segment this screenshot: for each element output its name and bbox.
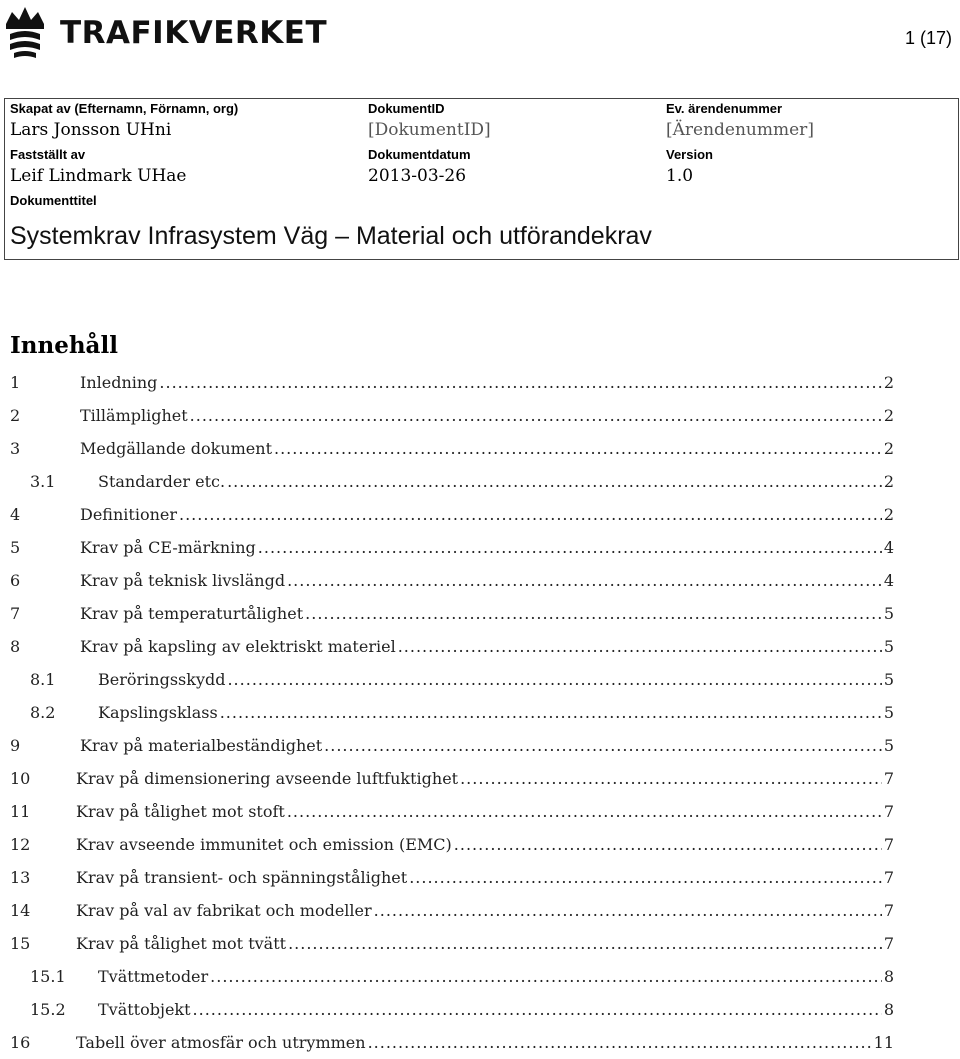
- toc-leader-dots: [460, 769, 882, 788]
- toc-entry-page: 8: [883, 967, 894, 986]
- toc-entry-page: 5: [883, 736, 894, 755]
- toc-entry-number: 3: [10, 439, 21, 458]
- toc-entry-number: 8: [10, 637, 21, 656]
- toc-leader-dots: [398, 637, 882, 656]
- toc-entry-number: 1: [10, 373, 21, 392]
- toc-entry-page: 11: [873, 1033, 894, 1052]
- toc-leader-dots: [193, 1000, 882, 1019]
- toc-entry-number: 4: [10, 505, 21, 524]
- toc-entry-title: Krav på temperaturtålighet: [80, 604, 304, 623]
- toc-entry-number: 8.2: [30, 703, 56, 722]
- toc-entry-title: Krav avseende immunitet och emission (EMC): [76, 835, 452, 854]
- toc-entry[interactable]: [10, 399, 894, 432]
- doc-id-cell: [368, 101, 491, 141]
- toc-heading: Innehåll: [10, 332, 118, 359]
- doc-id-label: DokumentID: [368, 101, 445, 116]
- doc-id-value: [DokumentID]: [368, 120, 491, 140]
- case-value: [Ärendenummer]: [666, 120, 814, 140]
- toc-entry-number: 15.1: [30, 967, 66, 986]
- toc-entry-page: 8: [883, 1000, 894, 1019]
- toc-entry[interactable]: [10, 366, 894, 399]
- toc-entry-title: Krav på materialbeständighet: [80, 736, 323, 755]
- toc-entry-number: 2: [10, 406, 21, 425]
- toc-leader-dots: [190, 406, 882, 425]
- toc-entry[interactable]: [10, 432, 894, 465]
- toc-entry-page: 5: [883, 604, 894, 623]
- toc-leader-dots: [374, 901, 882, 920]
- toc-entry-title: Krav på tålighet mot stoft: [76, 802, 285, 821]
- toc-entry[interactable]: [10, 927, 894, 960]
- date-value: 2013-03-26: [368, 166, 467, 186]
- toc-entry-title: Krav på kapsling av elektriskt materiel: [80, 637, 396, 656]
- toc-entry-title: Tabell över atmosfär och utrymmen: [76, 1033, 366, 1052]
- toc-entry-number: 13: [10, 868, 31, 887]
- toc-leader-dots: [220, 703, 882, 722]
- toc-entry[interactable]: [10, 465, 894, 498]
- toc-entry[interactable]: [10, 597, 894, 630]
- toc-entry-number: 11: [10, 802, 31, 821]
- created-by-label: Skapat av (Efternamn, Förnamn, org): [10, 101, 239, 116]
- toc-entry-number: 12: [10, 835, 31, 854]
- approved-by-cell: [10, 147, 186, 187]
- toc-entry-title: Beröringsskydd: [98, 670, 226, 689]
- toc-leader-dots: [210, 967, 882, 986]
- table-of-contents: [10, 366, 894, 1059]
- version-label: Version: [666, 147, 713, 162]
- toc-entry-number: 15: [10, 934, 31, 953]
- toc-entry-title: Krav på val av fabrikat och modeller: [76, 901, 372, 920]
- toc-entry[interactable]: [10, 894, 894, 927]
- toc-entry-number: 16: [10, 1033, 31, 1052]
- toc-entry[interactable]: [10, 531, 894, 564]
- toc-entry-page: 2: [883, 439, 894, 458]
- toc-leader-dots: [305, 604, 882, 623]
- toc-leader-dots: [287, 571, 882, 590]
- approved-by-label: Fastställt av: [10, 147, 86, 162]
- toc-leader-dots: [409, 868, 882, 887]
- toc-entry-number: 14: [10, 901, 31, 920]
- toc-entry-number: 5: [10, 538, 21, 557]
- page-number: 1 (17): [904, 28, 952, 48]
- toc-entry-page: 7: [883, 934, 894, 953]
- created-by-cell: [10, 101, 238, 141]
- toc-entry[interactable]: [10, 795, 894, 828]
- toc-entry-page: 2: [883, 505, 894, 524]
- toc-entry-title: Krav på dimensionering avseende luftfuktighet: [76, 769, 459, 788]
- toc-entry-title: Definitioner: [80, 505, 177, 524]
- toc-entry-title: Kapslingsklass: [98, 703, 218, 722]
- version-value: 1.0: [666, 166, 694, 186]
- toc-entry-page: 7: [883, 802, 894, 821]
- toc-entry-page: 7: [883, 901, 894, 920]
- doc-title-label-cell: [10, 193, 97, 208]
- toc-entry-title: Standarder etc.: [98, 472, 226, 491]
- toc-entry[interactable]: [10, 564, 894, 597]
- logo-wordmark: TRAFIKVERKET: [60, 15, 328, 51]
- toc-entry-title: Krav på CE-märkning: [80, 538, 256, 557]
- toc-entry[interactable]: [10, 498, 894, 531]
- date-label: Dokumentdatum: [368, 147, 471, 162]
- toc-entry-title: Krav på tålighet mot tvätt: [76, 934, 287, 953]
- toc-entry-number: 3.1: [30, 472, 56, 491]
- case-label: Ev. ärendenummer: [666, 101, 783, 116]
- crown-icon: [0, 4, 50, 62]
- toc-leader-dots: [227, 670, 881, 689]
- toc-leader-dots: [454, 835, 882, 854]
- toc-leader-dots: [368, 1033, 872, 1052]
- toc-entry[interactable]: [10, 729, 894, 762]
- date-cell: [368, 147, 471, 187]
- toc-entry-page: 2: [883, 406, 894, 425]
- toc-entry[interactable]: [10, 861, 894, 894]
- toc-entry-page: 2: [883, 472, 894, 491]
- document-title: Systemkrav Infrasystem Väg – Material och utförandekrav: [10, 222, 652, 250]
- toc-entry-title: Krav på transient- och spänningstålighet: [76, 868, 408, 887]
- toc-entry-number: 6: [10, 571, 21, 590]
- toc-entry[interactable]: [10, 696, 894, 729]
- approved-by-value: Leif Lindmark UHae: [10, 166, 187, 186]
- toc-entry[interactable]: [10, 663, 894, 696]
- toc-entry[interactable]: [10, 1026, 894, 1059]
- toc-entry[interactable]: [10, 828, 894, 861]
- toc-entry-title: Tvättobjekt: [98, 1000, 191, 1019]
- document-metadata-table: [4, 98, 959, 260]
- toc-entry-number: 15.2: [30, 1000, 66, 1019]
- toc-entry-page: 7: [883, 835, 894, 854]
- toc-entry-number: 8.1: [30, 670, 56, 689]
- toc-leader-dots: [288, 934, 882, 953]
- toc-entry-page: 2: [883, 373, 894, 392]
- toc-entry-page: 5: [883, 637, 894, 656]
- toc-entry-page: 5: [883, 703, 894, 722]
- toc-leader-dots: [258, 538, 882, 557]
- toc-leader-dots: [227, 472, 882, 491]
- toc-entry-title: Krav på teknisk livslängd: [80, 571, 286, 590]
- toc-entry-title: Tvättmetoder: [98, 967, 209, 986]
- toc-leader-dots: [274, 439, 882, 458]
- toc-entry-title: Inledning: [80, 373, 158, 392]
- toc-entry-page: 7: [883, 868, 894, 887]
- doc-title-label: Dokumenttitel: [10, 193, 97, 208]
- toc-entry-page: 4: [883, 571, 894, 590]
- toc-entry-title: Tillämplighet: [80, 406, 188, 425]
- toc-entry[interactable]: [10, 960, 894, 993]
- toc-entry[interactable]: [10, 993, 894, 1026]
- case-cell: [666, 101, 814, 141]
- created-by-value: Lars Jonsson UHni: [10, 120, 172, 140]
- toc-entry-title: Medgällande dokument: [80, 439, 272, 458]
- toc-leader-dots: [324, 736, 882, 755]
- toc-leader-dots: [179, 505, 882, 524]
- trafikverket-logo: [0, 4, 327, 62]
- toc-entry-number: 7: [10, 604, 21, 623]
- toc-entry-number: 9: [10, 736, 21, 755]
- toc-leader-dots: [159, 373, 881, 392]
- toc-entry[interactable]: [10, 630, 894, 663]
- toc-entry-page: 4: [883, 538, 894, 557]
- toc-entry-page: 5: [883, 670, 894, 689]
- toc-entry-page: 7: [883, 769, 894, 788]
- toc-leader-dots: [287, 802, 882, 821]
- toc-entry[interactable]: [10, 762, 894, 795]
- toc-entry-number: 10: [10, 769, 31, 788]
- version-cell: [666, 147, 713, 187]
